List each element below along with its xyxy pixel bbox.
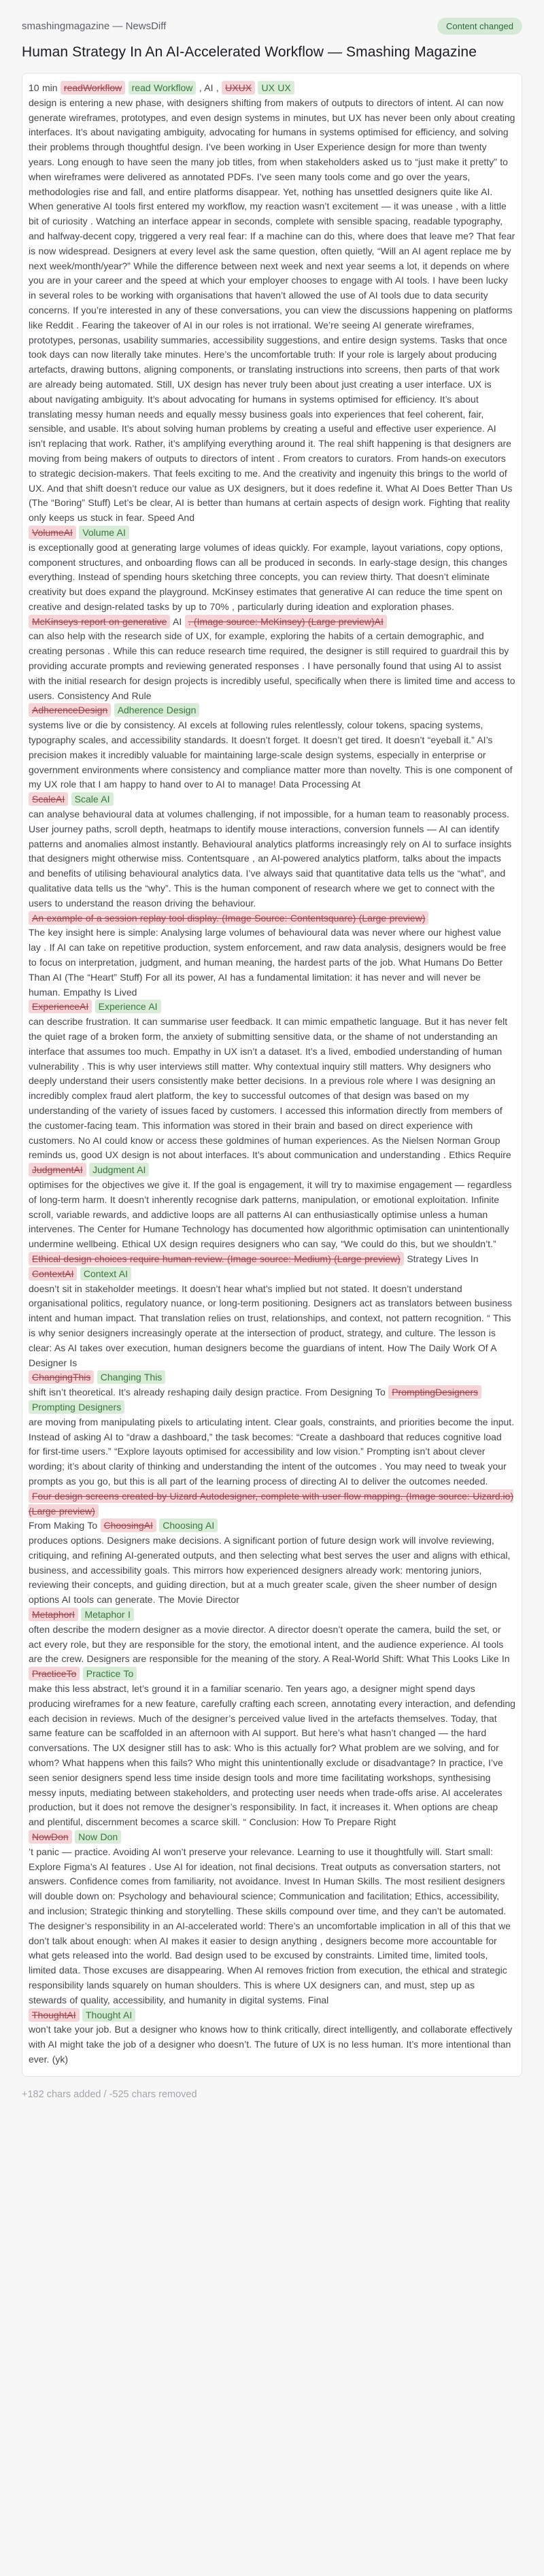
diff-removed-text: PracticeTo [29, 1667, 80, 1680]
diff-removed-text: ContextAI [29, 1267, 77, 1281]
diff-added-text: Metaphor I [81, 1608, 133, 1621]
diff-removed-text: ScaleAI [29, 792, 68, 806]
page-title: Human Strategy In An AI-Accelerated Workflow — Smashing Magazine [22, 44, 477, 60]
diff-removed-text: . (Image source: McKinsey) (Large preview)AI [185, 615, 387, 628]
change-summary: +182 chars added / -525 chars removed [22, 2088, 197, 2100]
diff-added-text: Now Don [75, 1830, 121, 1844]
diff-removed-text: ChangingThis [29, 1370, 94, 1384]
diff-plain-text: doesn’t sit in stakeholder meetings. It doesn’t hear what’s implied but not stated. It doesn’t understand organisational politics, regulatory nuance, or long-term positioning. Designers act as translators between business intent and human impact. That translation relies on trust, relationships, and context, not pattern recognition. “ This is why senior designers increasingly operate at the intersection of product, strategy, and culture. The lesson is clear: As AI takes over execution, human designers become the guardians of intent. How The Daily Work Of A Designer Is [29, 1283, 513, 1368]
diff-removed-text: MetaphorI [29, 1608, 78, 1621]
diff-plain-text: won’t take your job. But a designer who knows how to think critically, direct intelligently, and collaborate effectively with AI might take the job of a designer who doesn’t. The future of UX is no less human. It’s more intentional than ever. (yk) [29, 2024, 513, 2065]
diff-plain-text: shift isn’t theoretical. It’s already reshaping daily design practice. From Designing To [29, 1387, 386, 1398]
diff-plain-text: optimises for the objectives we give it. If the goal is engagement, it will try to maximise engagement — regardless of long-term harm. It doesn’t inherently recognise dark patterns, manipulation, or emotional exploitation. Infinite scroll, variable rewards, and addictive loops are all patterns AI can enthusiastically optimise unless a human intervenes. The Center for Humane Technology has documented how algorithmic optimisation can unintentionally undermine wellbeing. Ethical UX design requires designers who can say, “We could do this, but we shouldn’t.” [29, 1179, 512, 1250]
diff-plain-text: From Making To [29, 1520, 98, 1531]
diff-plain-text: can also help with the research side of UX, for example, exploring the habits of a certain demographic, and creating personas . While this can reduce research time required, the designer is still required to guardrail this by providing accurate prompts and reviewing generated responses . I have personally found that using AI to assist with the initial research for design projects is incredibly useful, specifically when there is limited time and access to users. Consistency And Rule [29, 630, 515, 701]
diff-removed-text: VolumeAI [29, 526, 76, 539]
diff-added-text: Judgment AI [89, 1163, 149, 1176]
diff-added-text: UX UX [258, 81, 294, 95]
diff-added-text: Context AI [80, 1267, 131, 1281]
diff-removed-text: UXUX [222, 81, 255, 95]
source-label: smashingmagazine — NewsDiff [22, 20, 167, 32]
diff-plain-text: The key insight here is simple: Analysing large volumes of behavioural data was never where our highest value lay . If AI can take on repetitive production, system enforcement, and raw data analysis, designers would be free to focus on interpretation, judgment, and human meaning, the hardest parts of the job. What Humans Do Better Than AI (The “Heart” Stuff) For all its power, AI has a fundamental limitation: it has never and will never be human. Empathy Is Lived [29, 927, 507, 998]
diff-plain-text: AI [173, 615, 182, 627]
diff-added-text: Prompting Designers [29, 1400, 124, 1414]
diff-plain-text: systems live or die by consistency. AI excels at following rules relentlessly, colour tokens, spacing systems, typography scales, and accessibility standards. It doesn’t forget. It doesn’t get tired. It doesn’t “eyeball it.” AI’s precision makes it incredibly valuable for maintaining large-scale design systems, especially in enterprise or government environments where consistency and compliance matter more than novelty. This is one component of my UX role that I am happy to hand over to AI to manage! Data Processing At [29, 719, 513, 790]
diff-plain-text: are moving from manipulating pixels to articulating intent. Clear goals, constraints, and priorities become the input. Instead of asking AI to “draw a dashboard,” the task becomes: “Create a dashboard that reduces cognitive load for first-time users.” “Explore layouts optimised for accessibility and low vision.” Prompting isn’t about clever wording; it’s about clarity of thinking and understanding the intent of the outcomes . You may need to tweak your prompts as you go, but this is all part of the learning process of directing AI to deliver the outcomes needed. [29, 1416, 515, 1487]
diff-removed-text: McKinseys report on generative [29, 615, 170, 628]
diff-plain-text: often describe the modern designer as a movie director. A director doesn’t operate the camera, build the set, or act every role, but they are responsible for the story, the emotional intent, and the audience experience. AI tools are the crew. Designers are responsible for the meaning of the story. A Real-World Shift: What This Looks Like In [29, 1623, 510, 1665]
diff-plain-text: 10 min [29, 82, 58, 93]
diff-plain-text: design is entering a new phase, with designers shifting from makers of outputs to directors of intent. AI can now generate wireframes, prototypes, and even design systems in minutes, but UX has never been only about creating interfaces. It’s about navigating ambiguity, advocating for humans in systems optimised for efficiency, and solving their problems through thoughtful design. I’ve been working in User Experience design for more than twenty years. Long enough to have seen the many job titles, from when stakeholders asked us to “just make it pretty” to when wireframes were delivered as annotated PDFs. I’ve seen many tools come and go over the years, methodologies rise and fall, and entire platforms disappear. Yet, nothing has unsettled designers quite like AI. When generative AI tools first entered my workflow, my reaction wasn’t excitement — it was unease , with a little bit of curiosity . Watching an interface appear in seconds, complete with sensible spacing, readable typography, and halfway-decent copy, triggered a very real fear: If a machine can do this, where does that leave me? That fear is now widespread. Designers at every level ask the same question, often quietly, “Will an AI agent replace me by next week/month/year?” While the difference between next week and next year seems a lot, it depends on where you are in your career and the speed at which your employer chooses to engage with AI tools. I have been lucky in several roles to be working with organisations that haven’t allowed the use of AI tools due to data security concerns. If you’re interested in any of these conversations, you can view the discussions happening on platforms like Reddit . Fearing the takeover of AI in our roles is not irrational. We’re seeing AI generate wireframes, prototypes, personas, usability summaries, accessibility suggestions, and entire design systems. Tasks that once took days can now literally take minutes. Here’s the uncomfortable truth: If your role is largely about producing artefacts, drawing buttons, aligning components, or translating instructions into screens, then parts of that work are already being automated. Still, UX design has never truly been about just creating a user interface. UX is about navigating ambiguity. It’s about advocating for humans in systems optimised for efficiency. It’s about translating messy human needs and equally messy business goals into experiences that feel coherent, fair, sensible, and usable. It’s about solving human problems by creating a useful and effective user experience. AI isn’t replacing that work. Rather, it’s amplifying everything around it. The real shift happening is that designers are moving from being makers of outputs to directors of intent . From creators to curators. From hands-on executors to strategic decision-makers. That feels exciting to me. And the creativity and ingenuity this brings to the world of UX. And that shift doesn’t reduce our value as UX designers, but it does redefine it. What AI Does Better Than Us (The “Boring” Stuff) Let’s be clear, AI is better than humans at certain aspects of design work. Fighting that reality only keeps us stuck in fear. Speed And [29, 97, 515, 524]
diff-plain-text: is exceptionally good at generating large volumes of ideas quickly. For example, layout variations, copy options, component structures, and onboarding flows can all be produced in seconds. In early-stage design, this changes everything. Instead of spending hours sketching three concepts, you can review thirty. That doesn’t eliminate creativity but does expand the playground. McKinsey estimates that generative AI can reduce the time spent on creative and design-related tasks by up to 70% , particularly during ideation and exploration phases. [29, 541, 508, 612]
diff-plain-text: make this less abstract, let’s ground it in a familiar scenario. Ten years ago, a designer might spend days producing wireframes for a new feature, carefully crafting each screen, annotating every interaction, and defending each decision in reviews. Much of the designer’s perceived value lived in the artefacts themselves. Today, that same feature can be scaffolded in an afternoon with AI support. But here’s what hasn’t changed — the hard conversations. The UX designer still has to ask: Who is this actually for? What problem are we solving, and for whom? What happens when this fails? Who might this unintentionally exclude or disadvantage? In practice, I’ve seen senior designers spend less time inside design tools and more time facilitating workshops, synthesising messy inputs, mediating between stakeholders, and protecting user needs when trade-offs arise. AI accelerates production, but it does not remove the designer’s responsibility. In fact, it increases it. When options are cheap and plentiful, discernment becomes a scarce skill. “ Conclusion: How To Prepare Right [29, 1683, 515, 1828]
diff-plain-text: can describe frustration. It can summarise user feedback. It can mimic empathetic language. But it has never felt the quiet rage of a broken form, the anxiety of submitting sensitive data, or the shame of not understanding an interface that assumes too much. Empathy in UX isn’t a dataset. It’s a lived, embodied understanding of human vulnerability . This is why user interviews still matter. Why contextual inquiry still matters. Why designers who deeply understand their users consistently make better decisions. In a previous role where I was designing an incredibly complex fraud alert platform, the key to successful outcomes of that design was based on my understanding of the variety of issues faced by customers. I accessed this information directly from members of the customer-facing team. This information was stored in their brain and based on direct experience with customers. No AI could know or access these goldmines of human experiences. As the Nielsen Norman Group reminds us, good UX design is not about interfaces. It’s about communication and understanding . Ethics Require [29, 1016, 511, 1161]
diff-added-text: Volume AI [79, 526, 129, 539]
diff-plain-text: can analyse behavioural data at volumes challenging, if not impossible, for a human team to reasonably process. User journey paths, scroll depth, heatmaps to identify mouse interactions, conversion funnels — AI can identify patterns and anomalies almost instantly. Behavioural analytics platforms increasingly rely on AI to surface insights that designers might otherwise miss. Contentsquare , an AI-powered analytics platform, talks about the impacts and benefits of utilising behavioural analytics data. I’ve always said that quantitative data tells us the “what”, and qualitative data tells us the “why”. This is the human component of research where we get to connect with the users to understand the reason driving the behaviour. [29, 809, 512, 909]
diff-plain-text: , AI , [199, 82, 219, 93]
diff-removed-text: readWorkflow [61, 81, 125, 95]
diff-removed-text: ExperienceAI [29, 1000, 92, 1013]
status-badge: Content changed [437, 18, 522, 35]
diff-added-text: read Workflow [129, 81, 197, 95]
diff-removed-text: AdherenceDesign [29, 703, 111, 717]
diff-plain-text: Strategy Lives In [407, 1253, 479, 1264]
diff-removed-text: Four design screens created by Uizard Autodesigner, complete with user flow mapping. (Image source: Uizard.io) (Large preview) [29, 1490, 514, 1516]
diff-removed-text: Ethical design choices require human review. (Image source: Medium) (Large preview) [29, 1252, 404, 1266]
diff-added-text: Adherence Design [114, 703, 200, 717]
diff-plain-text: produces options. Designers make decisions. A significant portion of future design work will involve reviewing, critiquing, and refining AI-generated outputs, and then selecting what best serves the user and aligns with ethical, business, and accessibility goals. This mirrors how experienced designers already work: mentoring juniors, reviewing their concepts, and guiding direction, but at a much greater scale, given the sheer number of design options AI tools can generate. The Movie Director [29, 1535, 511, 1606]
diff-plain-text: ’t panic — practice. Avoiding AI won’t preserve your relevance. Learning to use it thoughtfully will. Start small: Explore Figma’s AI features . Use AI for ideation, not final decisions. Treat outputs as conversation starters, not answers. Confidence comes from familiarity, not avoidance. Invest In Human Skills. The most resilient designers will double down on: Psychology and behavioural science; Communication and facilitation; Ethics, accessibility, and inclusion; Strategic thinking and storytelling. These skills compound over time, and they can’t be automated. The designer’s responsibility in an AI-accelerated world: There’s an uncomfortable implication in all of this that we don’t talk about enough: when AI makes it easier to design anything , designers become more accountable for what gets released into the world. Bad design used to be excused by constraints. Limited time, limited tools, limited data. Those excuses are disappearing. When AI removes friction from execution, the ethical and strategic responsibility lands squarely on human shoulders. This is where UX designers can, and must, step up as stewards of quality, accessibility, and humanity in digital systems. Final [29, 1846, 511, 2005]
diff-removed-text: PromptingDesigners [388, 1385, 481, 1399]
diff-removed-text: NowDon [29, 1830, 72, 1844]
page-header [22, 18, 522, 35]
diff-added-text: Thought AI [82, 2008, 135, 2022]
diff-added-text: Practice To [83, 1667, 137, 1680]
diff-added-text: Changing This [97, 1370, 166, 1384]
diff-card [22, 73, 522, 2077]
diff-removed-text: ChoosingAI [101, 1519, 156, 1532]
diff-added-text: Experience AI [95, 1000, 161, 1013]
diff-removed-text: An example of a session replay tool display. (Image Source: Contentsquare) (Large preview) [29, 911, 428, 925]
diff-removed-text: ThoughtAI [29, 2008, 80, 2022]
diff-added-text: Scale AI [71, 792, 114, 806]
diff-content [29, 81, 515, 2067]
diff-added-text: Choosing AI [159, 1519, 218, 1532]
diff-removed-text: JudgmentAI [29, 1163, 86, 1176]
